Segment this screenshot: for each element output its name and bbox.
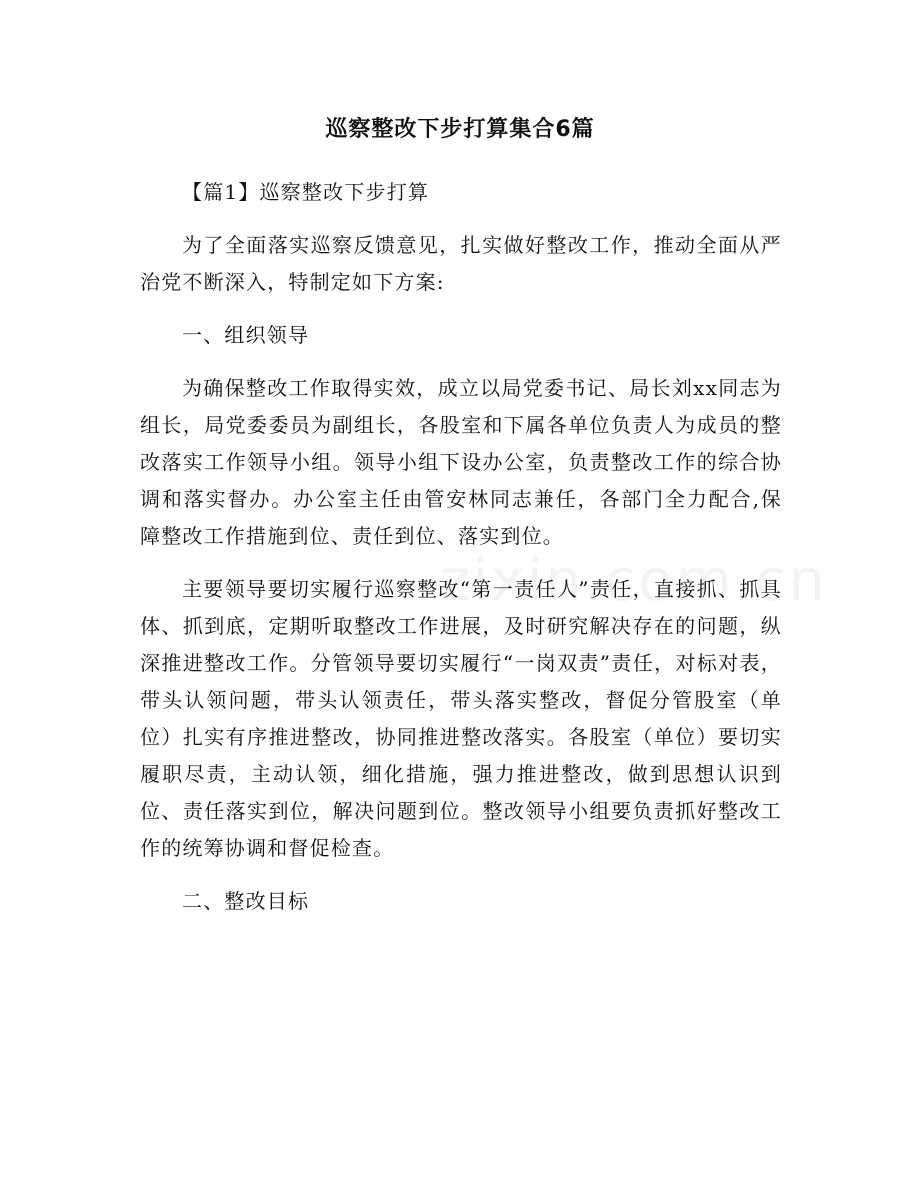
section-heading: 【篇1】巡察整改下步打算 bbox=[182, 180, 430, 204]
responsibility-paragraph: 主要领导要切实履行巡察整改“第一责任人”责任，直接抓、抓具体、抓到底，定期听取整改工作进展，及时研究解决存在的问题，纵深推进整改工作。分管领导要切实履行“一岗双责”责任，对标对表，带头认领问题，带头认领责任，带头落实整改，督促分管股室（单位）扎实有序推进整改，协同推进整改落实。各股室（单位）要切实履职尽责，主动认领，细化措施，强力推进整改，做到思想认识到位、责任落实到位，解决问题到位。整改领导小组要负责抓好整改工作的统筹协调和督促检查。 bbox=[140, 577, 782, 860]
subheading-goals: 二、整改目标 bbox=[182, 889, 310, 913]
document-body bbox=[140, 174, 782, 936]
subheading-organization: 一、组织领导 bbox=[182, 323, 310, 347]
intro-paragraph: 为了全面落实巡察反馈意见，扎实做好整改工作，推动全面从严治党不断深入，特制定如下方案: bbox=[140, 233, 782, 294]
document-title: 巡察整改下步打算集合6篇 bbox=[325, 117, 595, 142]
organization-paragraph: 为确保整改工作取得实效，成立以局党委书记、局长刘xx同志为组长，局党委委员为副组长，各股室和下属各单位负责人为成员的整改落实工作领导小组。领导小组下设办公室，负责整改工作的综合协调和落实督办。办公室主任由管安林同志兼任，各部门全力配合,保障整改工作措施到位、责任到位、落实到位。 bbox=[140, 376, 782, 548]
